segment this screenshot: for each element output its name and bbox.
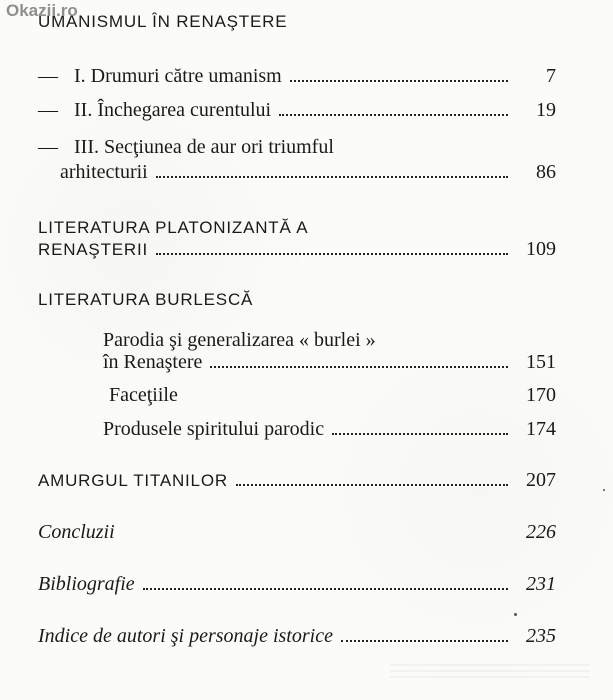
entry-title: Concluzii bbox=[38, 521, 115, 543]
entry-title-line-1: Parodia şi generalizarea « burlei » bbox=[103, 329, 376, 351]
page-number: 231 bbox=[526, 573, 556, 595]
page-number: 170 bbox=[526, 384, 556, 406]
entry-title: Indice de autori şi personaje istorice bbox=[38, 625, 333, 647]
toc-entry-drumuri bbox=[38, 62, 556, 90]
dot-leader bbox=[143, 588, 508, 590]
entry-title-line-2: arhitecturii bbox=[60, 161, 148, 183]
section-title-text: LITERATURA BURLESCĂ bbox=[38, 290, 254, 309]
toc-entry-indice bbox=[38, 622, 556, 650]
faint-bleed-through bbox=[390, 660, 590, 682]
section-title-text: UMANISMUL ÎN RENAŞTERE bbox=[38, 12, 288, 31]
dot-leader bbox=[236, 484, 508, 486]
section-title-text: LITERATURA PLATONIZANTĂ A bbox=[38, 218, 309, 237]
dot-leader bbox=[279, 114, 508, 116]
section-title-text: RENAŞTERII bbox=[38, 240, 149, 259]
toc-entry-sectiunea-line-1 bbox=[38, 133, 556, 161]
toc-entry-inchegarea bbox=[38, 96, 556, 124]
dot-leader bbox=[332, 433, 508, 435]
section-title-umanism bbox=[38, 8, 358, 36]
toc-entry-bibliografie bbox=[38, 570, 556, 598]
entry-title: I. Drumuri către umanism bbox=[74, 65, 282, 87]
page-number: 7 bbox=[546, 65, 556, 87]
entry-title-line-1: III. Secţiunea de aur ori triumful bbox=[74, 136, 334, 158]
entry-title: Bibliografie bbox=[38, 573, 135, 595]
entry-dash: — bbox=[38, 65, 58, 87]
dot-leader bbox=[290, 80, 508, 82]
page-number: 226 bbox=[526, 521, 556, 543]
entry-title-line-2: în Renaştere bbox=[103, 351, 203, 373]
page-number: 235 bbox=[526, 625, 556, 647]
section-title-burlesca bbox=[38, 286, 338, 314]
page-number: 109 bbox=[526, 238, 556, 260]
toc-entry-parodia-line-2 bbox=[103, 348, 556, 376]
watermark: Okazii.ro bbox=[6, 1, 78, 20]
entry-title: II. Închegarea curentului bbox=[74, 99, 272, 121]
entry-dash: — bbox=[38, 136, 58, 158]
paper-speck bbox=[603, 489, 605, 491]
page-number: 151 bbox=[526, 351, 556, 373]
toc-entry-facetiile bbox=[109, 381, 556, 409]
section-title-platonizanta-line-2 bbox=[38, 235, 556, 263]
paper-speck bbox=[514, 613, 517, 616]
toc-entry-sectiunea-line-2 bbox=[60, 158, 556, 186]
page-number: 19 bbox=[536, 99, 556, 121]
page-number: 86 bbox=[536, 161, 556, 183]
section-title-text: AMURGUL TITANILOR bbox=[38, 471, 228, 490]
dot-leader bbox=[210, 366, 508, 368]
entry-title: Faceţiile bbox=[109, 384, 178, 406]
section-title-amurgul bbox=[38, 466, 556, 494]
dot-leader bbox=[156, 253, 508, 255]
toc-entry-concluzii bbox=[38, 518, 556, 546]
page-number: 174 bbox=[526, 418, 556, 440]
entry-dash: — bbox=[38, 99, 58, 121]
toc-entry-produsele bbox=[103, 415, 556, 443]
page-number: 207 bbox=[526, 469, 556, 491]
dot-leader bbox=[341, 640, 508, 642]
entry-title: Produsele spiritului parodic bbox=[103, 418, 325, 440]
dot-leader bbox=[156, 176, 508, 178]
